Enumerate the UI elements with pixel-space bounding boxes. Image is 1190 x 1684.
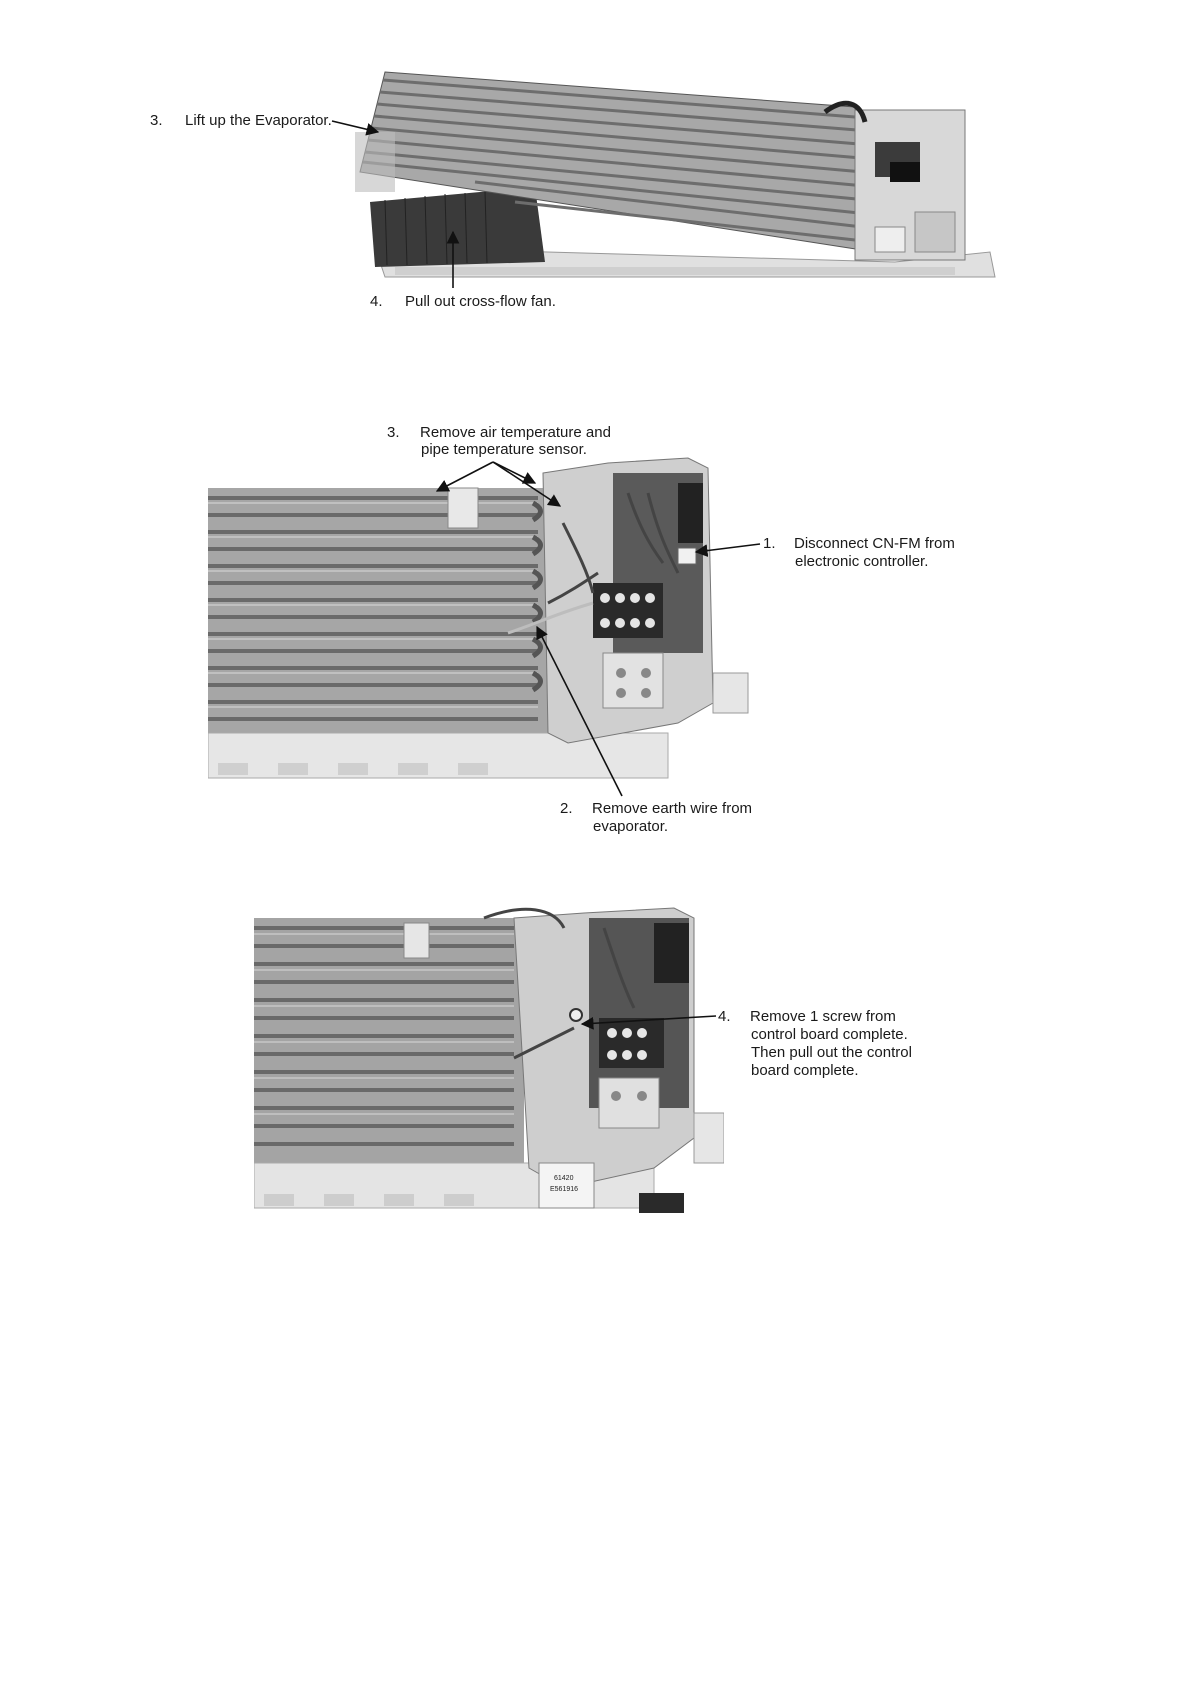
photo-control-board-screw — [254, 898, 724, 1228]
fig2-step1-line1: Disconnect CN-FM from — [794, 535, 955, 552]
fig3-step4-line4: board complete. — [751, 1062, 859, 1079]
fig1-step4-label: Pull out cross-flow fan. — [405, 293, 556, 310]
fig2-step3-line1: Remove air temperature and — [420, 424, 611, 441]
photo-evaporator-lift — [355, 62, 1010, 287]
fig1-step3-number: 3. — [150, 112, 163, 129]
fig3-code-line2: E561916 — [550, 1186, 579, 1193]
fig3-code-line1: 61420 — [554, 1175, 574, 1182]
fig2-step1-number: 1. — [763, 535, 776, 552]
fig3-step4-line3: Then pull out the control — [751, 1044, 912, 1061]
fig2-step3-number: 3. — [387, 424, 400, 441]
fig3-step4-line1: Remove 1 screw from — [750, 1008, 896, 1025]
fig2-step3-line2: pipe temperature sensor. — [421, 441, 587, 458]
photo-sensor-earth-wire — [208, 453, 753, 783]
fig3-step4-number: 4. — [718, 1008, 731, 1025]
fig3-step4-line2: control board complete. — [751, 1026, 908, 1043]
fig2-step2-line2: evaporator. — [593, 818, 669, 835]
fig1-step4-number: 4. — [370, 293, 383, 310]
fig2-step2-number: 2. — [560, 800, 573, 817]
fig2-step1-line2: electronic controller. — [795, 553, 929, 570]
fig1-step3-label: Lift up the Evaporator. — [185, 112, 332, 129]
fig2-step2-line1: Remove earth wire from — [592, 800, 753, 817]
